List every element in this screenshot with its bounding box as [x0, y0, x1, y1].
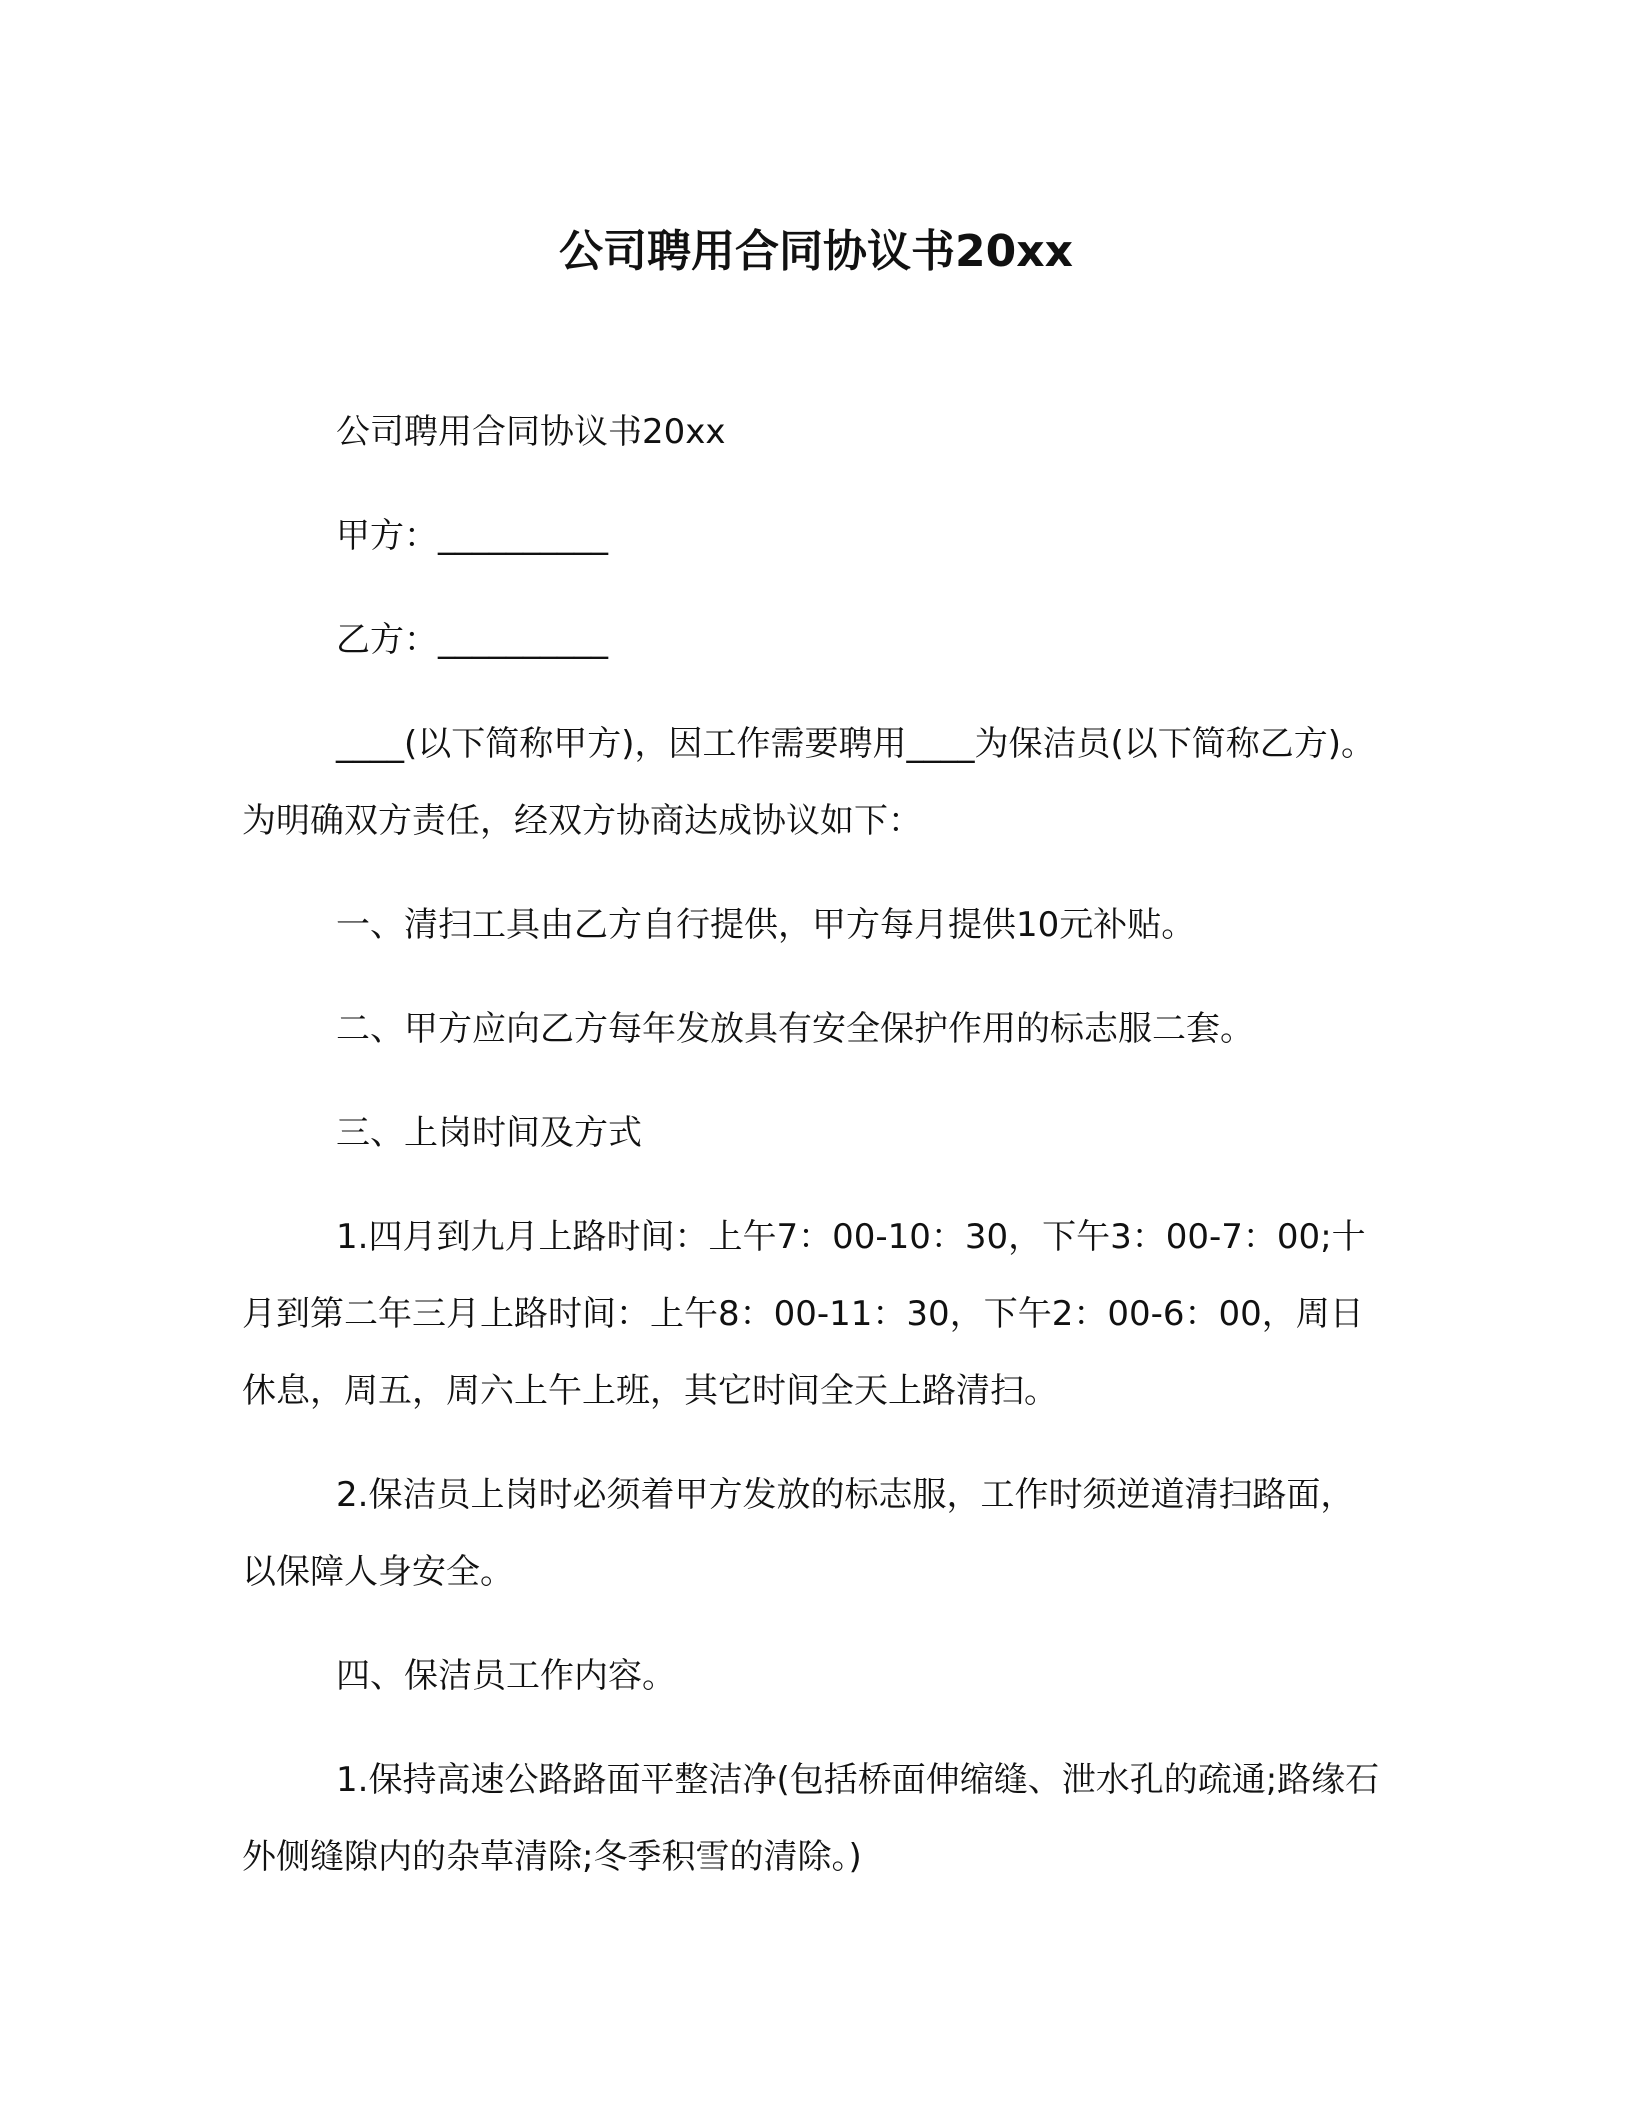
paragraph-clause-2: 二、甲方应向乙方每年发放具有安全保护作用的标志服二套。 [336, 1009, 1254, 1049]
paragraph-uniform-rule: 2.保洁员上岗时必须着甲方发放的标志服，工作时须逆道清扫路面，以保障人身安全。 [242, 1475, 1355, 1592]
paragraph-clause-1: 一、清扫工具由乙方自行提供，甲方每月提供10元补贴。 [336, 905, 1196, 945]
paragraph-preamble: ____(以下简称甲方)，因工作需要聘用____为保洁员(以下简称乙方)。为明确双方责任，经双方协商达成协议如下： [242, 724, 1376, 841]
paragraph-party-b: 乙方：__________ [336, 620, 608, 660]
document-title: 公司聘用合同协议书20xx [559, 226, 1073, 277]
document-body [242, 394, 1382, 1923]
paragraph-clause-4-heading: 四、保洁员工作内容。 [336, 1656, 676, 1696]
paragraph-party-a: 甲方：__________ [336, 516, 608, 556]
paragraph-work-content-1: 1.保持高速公路路面平整洁净(包括桥面伸缩缝、泄水孔的疏通;路缘石外侧缝隙内的杂草清除;冬季积雪的清除。) [242, 1760, 1380, 1877]
paragraph-subtitle: 公司聘用合同协议书20xx [336, 412, 726, 452]
paragraph-clause-3-heading: 三、上岗时间及方式 [336, 1113, 642, 1153]
paragraph-work-hours: 1.四月到九月上路时间：上午7：00-10：30，下午3：00-7：00;十月到第二年三月上路时间：上午8：00-11：30，下午2：00-6：00，周日休息，周五，周六上午上班，其它时间全天上路清扫。 [242, 1217, 1366, 1411]
